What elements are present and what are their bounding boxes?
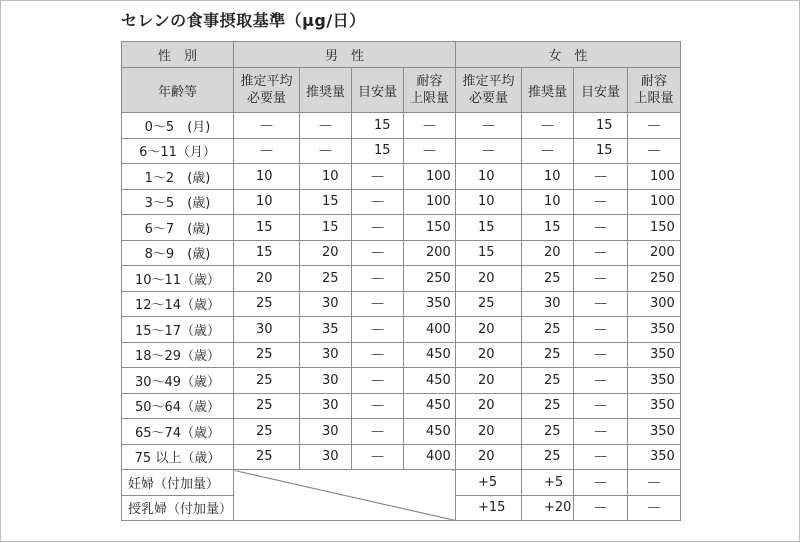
male-rda-cell: 15 [300,215,352,241]
female-ear-cell: 20 [456,444,522,470]
table-row [122,291,681,317]
sex-header: 性 別 [122,42,234,68]
female-ul-cell: 350 [628,342,681,368]
female-rda-cell: — [522,113,574,139]
age-cell: 15～17（歳） [122,317,234,343]
female-rda-additional-cell: +20 [522,495,574,521]
male-ai-cell: — [352,164,404,190]
age-cell: 10～11（歳） [122,266,234,292]
male-ul-cell: 450 [404,419,456,445]
male-ul-cell: 400 [404,444,456,470]
male-ai-cell: — [352,291,404,317]
male-ai-cell: 15 [352,113,404,139]
male-ear-cell: 25 [234,393,300,419]
female-ai-cell: — [574,189,628,215]
male-ai-cell: — [352,189,404,215]
female-ear-cell: 15 [456,240,522,266]
male-rda-cell: 30 [300,419,352,445]
male-ai-cell: — [352,368,404,394]
female-ai-additional-cell: — [574,470,628,496]
male-ul-cell: 450 [404,368,456,394]
male-ai-cell: — [352,342,404,368]
male-rda-cell: 30 [300,393,352,419]
female-rda-cell: 10 [522,189,574,215]
table-row [122,444,681,470]
table-row [122,342,681,368]
age-cell: 8～9 (歳) [122,240,234,266]
male-ear-header [234,68,300,113]
female-ear-cell: 10 [456,164,522,190]
male-ul-cell: 200 [404,240,456,266]
male-rda-cell: 30 [300,342,352,368]
additional-label-cell: 授乳婦（付加量） [122,495,234,521]
table-row-additional [122,470,681,496]
female-ear-cell: — [456,138,522,164]
female-ai-cell: — [574,215,628,241]
male-ul-cell: 250 [404,266,456,292]
female-ear-cell: 20 [456,368,522,394]
female-ear-cell: 20 [456,317,522,343]
age-cell: 12～14（歳） [122,291,234,317]
male-rda-cell: 25 [300,266,352,292]
male-ear-cell: 30 [234,317,300,343]
male-header: 男 性 [234,42,456,68]
male-ul-cell: 450 [404,393,456,419]
male-rda-header: 推奨量 [300,68,352,113]
header-row-columns [122,68,681,113]
male-ul-cell: — [404,138,456,164]
age-header: 年齢等 [122,68,234,113]
male-ear-cell: — [234,113,300,139]
male-rda-cell: 30 [300,444,352,470]
female-ul-cell: — [628,113,681,139]
table-row [122,240,681,266]
female-ul-cell: 100 [628,164,681,190]
age-cell: 65～74（歳） [122,419,234,445]
male-not-applicable-diagonal [234,470,456,521]
female-ul-line1: 耐容 [641,74,668,89]
female-ear-cell: 20 [456,419,522,445]
male-ai-cell: — [352,215,404,241]
header-row-sex [122,42,681,68]
female-rda-cell: 10 [522,164,574,190]
female-rda-header: 推奨量 [522,68,574,113]
male-ul-cell: 400 [404,317,456,343]
female-ai-cell: — [574,368,628,394]
male-ul-cell: 450 [404,342,456,368]
male-ul-line2: 上限量 [410,91,450,106]
male-rda-cell: 30 [300,368,352,394]
female-rda-cell: 15 [522,215,574,241]
table-row [122,138,681,164]
female-ai-cell: — [574,419,628,445]
selenium-intake-table [121,41,681,521]
female-rda-cell: 25 [522,266,574,292]
table-row [122,215,681,241]
table-row [122,113,681,139]
female-rda-cell: 25 [522,444,574,470]
female-rda-cell: 25 [522,368,574,394]
female-ul-cell: 350 [628,393,681,419]
male-rda-cell: — [300,138,352,164]
female-ai-cell: — [574,291,628,317]
male-ear-cell: 25 [234,444,300,470]
female-ai-cell: — [574,164,628,190]
table-row [122,164,681,190]
table-row [122,368,681,394]
male-ear-cell: 25 [234,368,300,394]
age-cell: 18～29（歳） [122,342,234,368]
male-ear-line1: 推定平均 [240,74,293,89]
age-cell: 75 以上（歳） [122,444,234,470]
female-ul-header [628,68,681,113]
female-ul-cell: 350 [628,419,681,445]
female-rda-cell: — [522,138,574,164]
male-ear-cell: 10 [234,189,300,215]
female-ai-cell: — [574,342,628,368]
female-ai-cell: 15 [574,113,628,139]
female-ear-header [456,68,522,113]
female-ear-additional-cell: +5 [456,470,522,496]
age-cell: 6～7 (歳) [122,215,234,241]
female-ear-cell: — [456,113,522,139]
male-ai-cell: — [352,317,404,343]
female-ear-cell: 15 [456,215,522,241]
male-ear-cell: 15 [234,240,300,266]
female-rda-cell: 25 [522,393,574,419]
female-rda-cell: 25 [522,317,574,343]
female-ear-line2: 必要量 [469,91,509,106]
female-ul-cell: 200 [628,240,681,266]
male-ul-cell: 100 [404,164,456,190]
female-rda-cell: 25 [522,342,574,368]
age-cell: 6～11（月） [122,138,234,164]
female-rda-additional-cell: +5 [522,470,574,496]
male-ear-cell: 15 [234,215,300,241]
female-ai-cell: — [574,317,628,343]
female-ai-cell: — [574,393,628,419]
table-title: セレンの食事摂取基準（μg/日） [121,11,366,30]
female-ul-cell: 100 [628,189,681,215]
male-rda-cell: 30 [300,291,352,317]
male-ear-cell: 25 [234,291,300,317]
female-ear-cell: 20 [456,342,522,368]
age-cell: 50～64（歳） [122,393,234,419]
male-ul-cell: 150 [404,215,456,241]
male-rda-cell: 35 [300,317,352,343]
male-ear-cell: — [234,138,300,164]
male-rda-cell: 20 [300,240,352,266]
age-cell: 3～5 (歳) [122,189,234,215]
female-ear-cell: 25 [456,291,522,317]
male-rda-cell: — [300,113,352,139]
female-ear-additional-cell: +15 [456,495,522,521]
female-rda-cell: 30 [522,291,574,317]
female-rda-cell: 20 [522,240,574,266]
male-ear-cell: 20 [234,266,300,292]
female-ul-cell: 350 [628,317,681,343]
age-cell: 1～2 (歳) [122,164,234,190]
female-ai-header: 目安量 [574,68,628,113]
female-ul-cell: 150 [628,215,681,241]
male-ai-cell: 15 [352,138,404,164]
age-cell: 0～5 (月) [122,113,234,139]
male-ear-line2: 必要量 [246,91,286,106]
female-ear-cell: 20 [456,393,522,419]
male-ear-cell: 25 [234,342,300,368]
male-ai-cell: — [352,444,404,470]
female-ul-additional-cell: — [628,495,681,521]
female-ear-cell: 20 [456,266,522,292]
female-ul-cell: — [628,138,681,164]
male-ai-cell: — [352,240,404,266]
age-cell: 30～49（歳） [122,368,234,394]
male-ai-cell: — [352,419,404,445]
male-ul-cell: 350 [404,291,456,317]
male-rda-cell: 15 [300,189,352,215]
female-ai-cell: 15 [574,138,628,164]
female-ul-cell: 350 [628,444,681,470]
female-ai-additional-cell: — [574,495,628,521]
female-ul-additional-cell: — [628,470,681,496]
female-rda-cell: 25 [522,419,574,445]
female-ear-line1: 推定平均 [462,74,515,89]
table-row [122,189,681,215]
table-row [122,419,681,445]
table-body [122,42,681,521]
female-ai-cell: — [574,444,628,470]
additional-label-cell: 妊婦（付加量） [122,470,234,496]
male-ul-line1: 耐容 [416,74,443,89]
male-ear-cell: 10 [234,164,300,190]
female-ai-cell: — [574,266,628,292]
male-ai-cell: — [352,393,404,419]
male-ear-cell: 25 [234,419,300,445]
male-ul-cell: 100 [404,189,456,215]
female-ul-line2: 上限量 [634,91,674,106]
male-rda-cell: 10 [300,164,352,190]
female-ul-cell: 300 [628,291,681,317]
male-ai-header: 目安量 [352,68,404,113]
male-ul-header [404,68,456,113]
table-row [122,317,681,343]
female-ear-cell: 10 [456,189,522,215]
female-header: 女 性 [456,42,681,68]
male-ul-cell: — [404,113,456,139]
female-ul-cell: 350 [628,368,681,394]
female-ul-cell: 250 [628,266,681,292]
male-ai-cell: — [352,266,404,292]
table-row [122,393,681,419]
female-ai-cell: — [574,240,628,266]
table-row [122,266,681,292]
